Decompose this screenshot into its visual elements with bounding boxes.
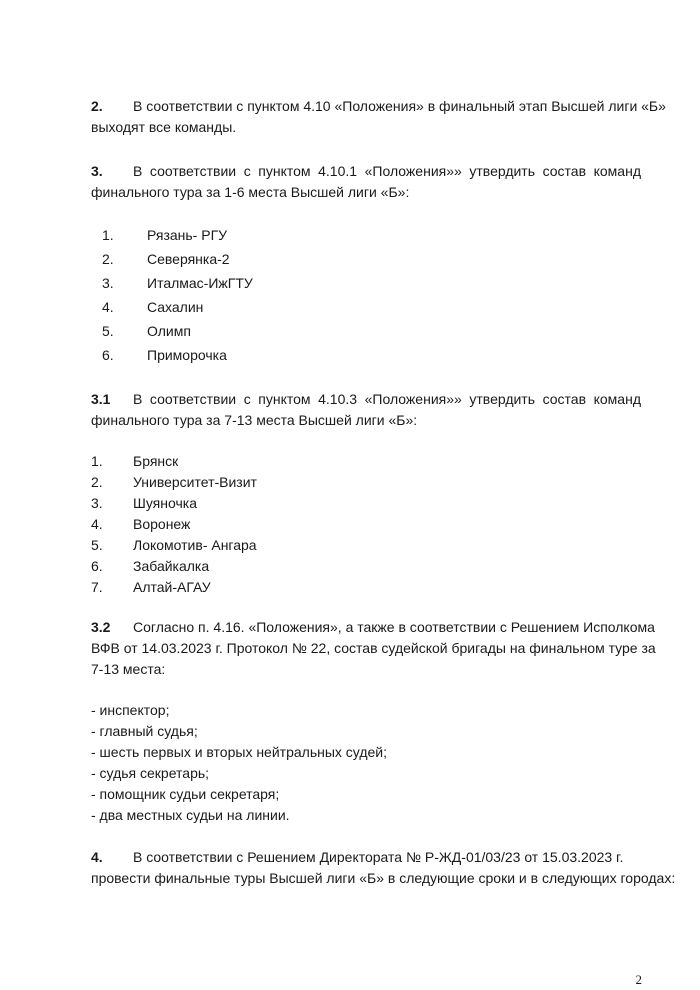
section-4-number: 4.	[91, 849, 103, 865]
list-item: - помощник судьи секретаря;	[91, 786, 280, 802]
section-3-1-line-1: В соответствии с пунктом 4.10.3 «Положения»» утвердить состав команд	[133, 391, 641, 407]
section-4-line-2: провести финальные туры Высшей лиги «Б» в следующие сроки и в следующих городах:	[91, 870, 676, 886]
section-3-line-2: финального тура за 1-6 места Высшей лиги «Б»:	[91, 184, 410, 200]
list-item: - шесть первых и вторых нейтральных судей;	[91, 744, 387, 760]
section-2-number: 2.	[91, 98, 103, 114]
section-3-number: 3.	[91, 163, 103, 179]
section-3-line-1: В соответствии с пунктом 4.10.1 «Положения»» утвердить состав команд	[133, 163, 641, 179]
section-3-2-number: 3.2	[91, 619, 111, 635]
list-item: - судья секретарь;	[91, 765, 210, 781]
page-number: 2	[635, 972, 642, 987]
section-3-2-line-3: 7-13 места:	[91, 661, 166, 677]
section-3-2-line-2: ВФВ от 14.03.2023 г. Протокол № 22, состав судейской бригады на финальном туре за	[91, 640, 656, 656]
list-item: - два местных судьи на линии.	[91, 807, 290, 823]
section-4-line-1: В соответствии с Решением Директората № Р-ЖД-01/03/23 от 15.03.2023 г.	[133, 849, 624, 865]
section-3-2-line-1: Согласно п. 4.16. «Положения», а также в соответствии с Решением Исполкома	[133, 619, 655, 635]
section-2-line-2: выходят все команды.	[91, 119, 237, 135]
document-page: 2. В соответствии с пунктом 4.10 «Положения» в финальный этап Высшей лиги «Б» выходят все команды. 3. В соответствии с пунктом 4.10.1 «Положения»» утвердить состав команд финального тура за 1-6 места Высшей лиги «Б»: 1. Рязань- РГУ 2. Северянка-2 3. Италмас-ИжГТУ 4. Сахалин 5. Олимп 6. Приморочка 3.1 В соответствии с пунктом 4.10.3 «Положения»» утвердить состав команд финального тура за 7-13 места Высшей лиги «Б»: 1. Брянск 2. Университет-Визит 3. Шуяночка 4. Воронеж 5. Локомотив- Ангара 6. Забайкалка 7. Алтай-АГАУ 3.2 Согласно п. 4.16. «Положения», а также в соответствии с Решением Исполкома ВФВ от 14.03.2023 г. Протокол № 22, состав судейской бригады на финальном туре за 7-13 места: - инспектор; - главный судья; - шесть первых и вторых нейтральных судей; - судья секретарь; - помощник судьи секретаря; - два местных судьи на линии. 4. В соответствии с Решением Директората № Р-ЖД-01/03/23 от 15.03.2023 г. провести финальные туры Высшей лиги «Б» в следующие сроки и в следующих городах: 2	[91, 98, 676, 987]
list-item: - инспектор;	[91, 702, 170, 718]
section-3-1-number: 3.1	[91, 391, 111, 407]
section-3-1-line-2: финального тура за 7-13 места Высшей лиги «Б»:	[91, 412, 418, 428]
list-item: - главный судья;	[91, 723, 198, 739]
section-2-line-1: В соответствии с пунктом 4.10 «Положения» в финальный этап Высшей лиги «Б»	[133, 98, 666, 114]
